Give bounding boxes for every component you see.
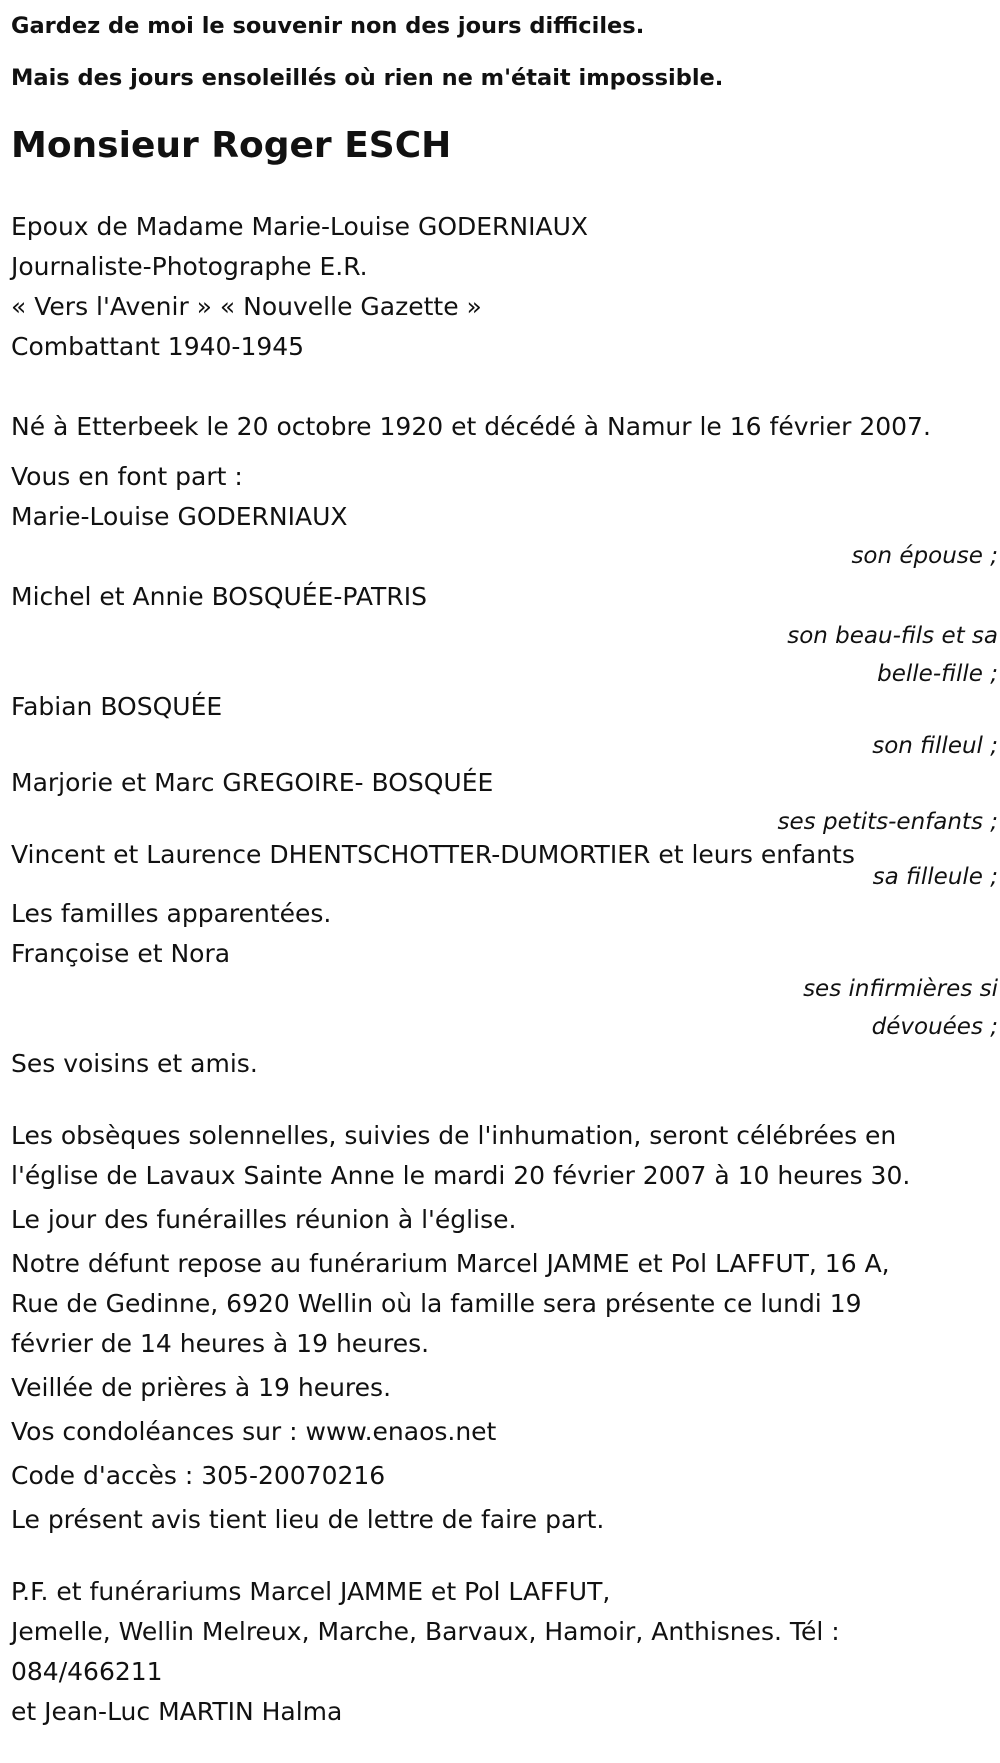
mourner-name: Michel et Annie BOSQUÉE-PATRIS: [11, 582, 427, 611]
epigraph-line: Mais des jours ensoleillés où rien ne m'était impossible.: [11, 65, 724, 91]
funeral-home-line: 084/466211: [11, 1657, 163, 1686]
mourner-relation: son beau-fils et sa: [787, 623, 998, 649]
mourner-relation: belle-fille ;: [877, 661, 998, 687]
mourner-name: Vincent et Laurence DHENTSCHOTTER-DUMORTIER et leurs enfants: [11, 840, 855, 869]
detail-line: « Vers l'Avenir » « Nouvelle Gazette »: [11, 292, 482, 321]
families-text: Les familles apparentées.: [11, 899, 332, 928]
condolences-text: Vos condoléances sur : www.enaos.net: [11, 1417, 497, 1446]
deceased-name: Monsieur Roger ESCH: [11, 125, 452, 166]
mourner-relation: sa filleule ;: [872, 864, 998, 890]
intro-text: Vous en font part :: [11, 462, 243, 491]
detail-line: Journaliste-Photographe E.R.: [11, 252, 368, 281]
mourner-name: Marie-Louise GODERNIAUX: [11, 502, 348, 531]
mourner-name: Marjorie et Marc GREGOIRE- BOSQUÉE: [11, 768, 494, 797]
ceremony-text: l'église de Lavaux Sainte Anne le mardi 20 février 2007 à 10 heures 30.: [11, 1161, 911, 1190]
access-code: Code d'accès : 305-20070216: [11, 1461, 386, 1490]
meeting-text: Le jour des funérailles réunion à l'église.: [11, 1205, 517, 1234]
deceased-details: [11, 207, 1000, 447]
notice-text: Le présent avis tient lieu de lettre de faire part.: [11, 1505, 605, 1534]
obituary-notice: [11, 0, 1000, 1732]
detail-line: Combattant 1940-1945: [11, 332, 305, 361]
detail-line: Epoux de Madame Marie-Louise GODERNIAUX: [11, 212, 589, 241]
funeral-home-line: et Jean-Luc MARTIN Halma: [11, 1697, 343, 1726]
mourner-name: Françoise et Nora: [11, 939, 231, 968]
epigraph-line: Gardez de moi le souvenir non des jours difficiles.: [11, 13, 645, 39]
neighbours-text: Ses voisins et amis.: [11, 1049, 258, 1078]
rest-text: Rue de Gedinne, 6920 Wellin où la famille sera présente ce lundi 19: [11, 1289, 862, 1318]
mourner-relation: son filleul ;: [872, 733, 998, 759]
mourner-name: Fabian BOSQUÉE: [11, 692, 223, 721]
mourner-relation: ses petits-enfants ;: [777, 809, 998, 835]
mourner-relation: son épouse ;: [851, 543, 998, 569]
rest-text: février de 14 heures à 19 heures.: [11, 1329, 430, 1358]
ceremony-text: Les obsèques solennelles, suivies de l'inhumation, seront célébrées en: [11, 1121, 897, 1150]
funeral-home-line: Jemelle, Wellin Melreux, Marche, Barvaux, Hamoir, Anthisnes. Tél :: [11, 1617, 840, 1646]
epigraph: [11, 0, 1000, 104]
mourners-list: [11, 457, 1000, 1084]
mourner-relation: ses infirmières si: [803, 976, 998, 1002]
rest-text: Notre défunt repose au funérarium Marcel JAMME et Pol LAFFUT, 16 A,: [11, 1249, 890, 1278]
funeral-home-line: P.F. et funérariums Marcel JAMME et Pol LAFFUT,: [11, 1577, 611, 1606]
funeral-info: [11, 1116, 1000, 1540]
funeral-home: [11, 1572, 1000, 1732]
mourner-relation: dévouées ;: [871, 1014, 998, 1040]
birth-death: Né à Etterbeek le 20 octobre 1920 et décédé à Namur le 16 février 2007.: [11, 412, 931, 441]
vigil-text: Veillée de prières à 19 heures.: [11, 1373, 392, 1402]
